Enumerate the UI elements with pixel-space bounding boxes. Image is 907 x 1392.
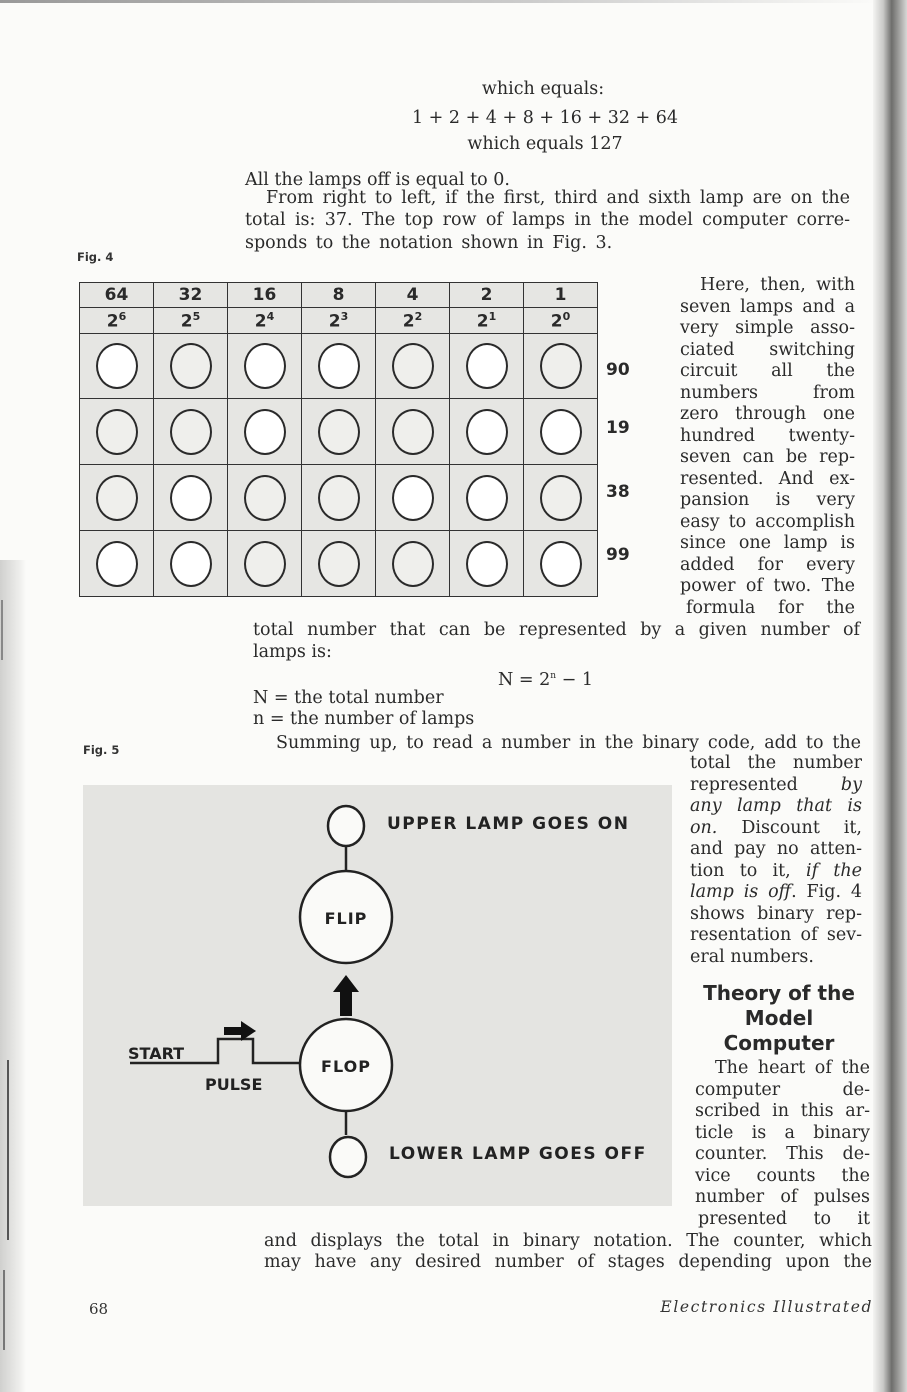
scan-line — [7, 1060, 9, 1240]
lamp-row — [80, 399, 598, 465]
lamp-table — [79, 282, 598, 597]
formula-caption: which equals: — [481, 79, 605, 99]
power-base: 2 — [550, 311, 563, 332]
lamp-cell — [80, 333, 154, 399]
lamp-off-icon — [392, 541, 434, 587]
column-line-text: and pay no atten- — [690, 839, 862, 859]
lamp-off-icon — [392, 409, 434, 455]
power-base: 2 — [106, 311, 119, 332]
lamp-off-icon — [96, 409, 138, 455]
column-line: pansion is very — [680, 490, 855, 510]
column-line: since one lamp is — [680, 533, 855, 553]
lamp-cell — [524, 399, 598, 465]
paragraph-line: sponds to the notation shown in Fig. 3. — [245, 233, 613, 253]
power-base: 2 — [328, 311, 341, 332]
value-cell: 64 — [80, 283, 154, 308]
value-cell: 16 — [228, 283, 302, 308]
paragraph-line: Summing up, to read a number in the binary code, add to the — [276, 733, 861, 753]
lamp-on-icon — [96, 343, 138, 389]
paragraph-line: lamps is: — [253, 642, 332, 662]
section-heading-line: Model — [744, 1006, 814, 1030]
lamp-off-icon — [244, 541, 286, 587]
up-arrow-icon — [333, 975, 359, 1016]
paragraph-line: All the lamps off is equal to 0. — [245, 170, 510, 190]
column-line-text: eral numbers. — [690, 946, 814, 967]
column-line — [690, 796, 862, 818]
column-line: zero through one — [680, 404, 855, 424]
flip-label: FLIP — [324, 909, 368, 928]
scan-line — [1, 600, 3, 660]
power-base: 2 — [402, 311, 415, 332]
column-line: numbers from — [680, 382, 855, 403]
column-line: seven can be rep- — [680, 447, 855, 467]
lamp-cell — [302, 531, 376, 597]
section-heading-line: Theory of the — [703, 981, 855, 1005]
column-line — [690, 904, 862, 926]
lamp-on-icon — [170, 541, 212, 587]
page-left-shadow — [0, 560, 26, 1392]
column-line-text: shows binary rep- — [690, 903, 862, 924]
column-line: vice counts the — [695, 1165, 870, 1186]
column-line: added for every — [680, 554, 855, 575]
formula-rhs: − 1 — [556, 669, 593, 690]
lamp-off-icon — [96, 475, 138, 521]
lamp-row — [80, 465, 598, 531]
formula-exponent: n — [550, 671, 557, 681]
lamp-cell — [302, 333, 376, 399]
power-cell — [80, 308, 154, 333]
paragraph-line: total is: 37. The top row of lamps in the model computer corre- — [245, 210, 850, 230]
power-cell — [524, 308, 598, 333]
power-exponent: 6 — [118, 309, 127, 323]
lamp-off-icon — [318, 475, 360, 521]
lamp-cell — [524, 531, 598, 597]
lamp-off-icon — [170, 409, 212, 455]
flop-label: FLOP — [321, 1057, 371, 1076]
upper-lamp-icon — [328, 806, 364, 846]
power-cell — [302, 308, 376, 333]
lamp-on-icon — [466, 541, 508, 587]
lamp-on-icon — [170, 475, 212, 521]
flip-flop-diagram — [83, 785, 672, 1206]
power-base: 2 — [254, 311, 267, 332]
value-row — [80, 283, 598, 308]
column-line: seven lamps and a — [680, 296, 855, 317]
lamp-row — [80, 333, 598, 399]
lamp-off-icon — [244, 475, 286, 521]
column-line: counter. This de- — [695, 1144, 870, 1164]
row-number: 99 — [606, 545, 630, 565]
lamp-on-icon — [466, 343, 508, 389]
power-exponent: 5 — [192, 309, 201, 323]
column-line: resented. And ex- — [680, 468, 855, 489]
value-cell: 2 — [450, 283, 524, 308]
lamp-on-icon — [540, 409, 582, 455]
fig4-label: Fig. 4 — [77, 250, 114, 264]
lamp-on-icon — [96, 541, 138, 587]
side-column-1 — [680, 275, 855, 619]
lamp-cell — [524, 333, 598, 399]
lamp-cell — [450, 531, 524, 597]
lamp-cell — [228, 531, 302, 597]
lamp-cell — [154, 333, 228, 399]
paragraph-line: may have any desired number of stages depending upon the — [264, 1252, 872, 1272]
column-line-text: any lamp that is — [690, 796, 862, 816]
column-line-text: lamp is off — [690, 882, 792, 902]
column-line — [690, 753, 862, 775]
side-column-2 — [690, 753, 862, 968]
diagram-canvas — [83, 785, 672, 1206]
column-line — [690, 775, 862, 797]
scan-line — [3, 1270, 5, 1350]
lamp-off-icon — [392, 343, 434, 389]
column-line: hundred twenty- — [680, 425, 855, 446]
lamp-cell — [302, 465, 376, 531]
column-line: ticle is a binary — [695, 1122, 870, 1143]
paragraph-line: total number that can be represented by a given number of — [253, 620, 860, 640]
value-cell: 32 — [154, 283, 228, 308]
pulse-label: PULSE — [205, 1075, 263, 1094]
value-cell: 1 — [524, 283, 598, 308]
lamp-cell — [154, 465, 228, 531]
lamp-cell — [80, 399, 154, 465]
lamp-formula — [498, 666, 593, 691]
power-exponent: 3 — [340, 309, 349, 323]
power-row — [80, 308, 598, 333]
paragraph-line: and displays the total in binary notation. The counter, which — [264, 1231, 872, 1251]
column-line — [690, 818, 862, 840]
power-cell — [450, 308, 524, 333]
power-cell — [228, 308, 302, 333]
column-line-text: if the — [806, 860, 862, 881]
lamp-on-icon — [318, 343, 360, 389]
column-line: The heart of the — [715, 1058, 870, 1078]
column-line — [690, 861, 862, 883]
column-line-text: by — [840, 774, 862, 795]
column-line — [690, 882, 862, 904]
column-line: circuit all the — [680, 361, 855, 381]
column-line: ciated switching — [680, 339, 855, 360]
lamp-cell — [80, 465, 154, 531]
lamp-cell — [376, 465, 450, 531]
power-base: 2 — [180, 311, 193, 332]
lamp-cell — [80, 531, 154, 597]
lamp-cell — [302, 399, 376, 465]
lamp-off-icon — [540, 343, 582, 389]
column-line-text: resentation of sev- — [690, 925, 862, 945]
column-line — [690, 839, 862, 861]
column-line — [690, 925, 862, 947]
section-body — [695, 1058, 870, 1230]
lamp-on-icon — [466, 475, 508, 521]
lamp-on-icon — [466, 409, 508, 455]
fig5-label: Fig. 5 — [83, 743, 120, 757]
formula-result: which equals 127 — [467, 134, 623, 154]
lamp-cell — [450, 465, 524, 531]
column-line: computer de- — [695, 1079, 870, 1100]
page-top-shadow — [0, 0, 880, 3]
lamp-cell — [450, 399, 524, 465]
column-line: formula for the — [686, 597, 855, 618]
section-heading-line: Computer — [723, 1031, 835, 1055]
power-exponent: 1 — [488, 309, 497, 323]
lamp-on-icon — [244, 409, 286, 455]
lower-lamp-icon — [330, 1137, 366, 1177]
lamp-on-icon — [540, 541, 582, 587]
start-label: START — [128, 1044, 185, 1063]
lamp-cell — [228, 399, 302, 465]
lamp-cell — [524, 465, 598, 531]
column-line: scribed in this ar- — [695, 1101, 870, 1121]
power-base: 2 — [476, 311, 489, 332]
column-line — [690, 947, 862, 969]
column-line: number of pulses — [695, 1187, 870, 1207]
lamp-cell — [450, 333, 524, 399]
lamp-cell — [228, 333, 302, 399]
column-line-text: total the number — [690, 753, 862, 773]
column-line: easy to accomplish — [680, 511, 855, 532]
paragraph-line: From right to left, if the first, third and sixth lamp are on the — [266, 188, 850, 208]
lamp-cell — [376, 531, 450, 597]
lamp-cell — [376, 399, 450, 465]
column-line-text: Discount it, — [717, 817, 862, 838]
column-line-text: on. — [690, 817, 718, 838]
power-exponent: 4 — [266, 309, 275, 323]
row-number: 19 — [606, 418, 630, 438]
power-cell — [376, 308, 450, 333]
lamp-off-icon — [318, 409, 360, 455]
column-line: power of two. The — [680, 576, 855, 596]
value-cell: 8 — [302, 283, 376, 308]
lamp-on-icon — [392, 475, 434, 521]
column-line: very simple asso- — [680, 318, 855, 338]
page-binding-shadow — [873, 0, 907, 1392]
value-cell: 4 — [376, 283, 450, 308]
definition-line: N = the total number — [253, 688, 444, 708]
lamp-on-icon — [244, 343, 286, 389]
formula-sum: 1 + 2 + 4 + 8 + 16 + 32 + 64 — [411, 108, 679, 128]
power-cell — [154, 308, 228, 333]
column-line: presented to it — [698, 1208, 870, 1229]
lamp-cell — [154, 531, 228, 597]
lamp-cell — [154, 399, 228, 465]
lamp-off-icon — [170, 343, 212, 389]
column-line-text: represented — [690, 774, 841, 795]
column-line: Here, then, with — [700, 275, 855, 295]
power-exponent: 0 — [562, 309, 571, 323]
lamp-cell — [376, 333, 450, 399]
page-number: 68 — [89, 1300, 109, 1318]
formula-lhs: N = 2 — [498, 669, 551, 690]
column-line-text: tion to it, — [690, 860, 806, 881]
upper-lamp-label: UPPER LAMP GOES ON — [387, 814, 630, 834]
row-number: 38 — [606, 482, 630, 502]
lamp-off-icon — [318, 541, 360, 587]
power-exponent: 2 — [414, 309, 423, 323]
lamp-cell — [228, 465, 302, 531]
column-line-text: . Fig. 4 — [791, 882, 863, 902]
row-number: 90 — [606, 360, 630, 380]
definition-line: n = the number of lamps — [253, 709, 475, 729]
magazine-title: Electronics Illustrated — [660, 1298, 873, 1316]
lamp-row — [80, 531, 598, 597]
lower-lamp-label: LOWER LAMP GOES OFF — [389, 1144, 647, 1164]
lamp-off-icon — [540, 475, 582, 521]
